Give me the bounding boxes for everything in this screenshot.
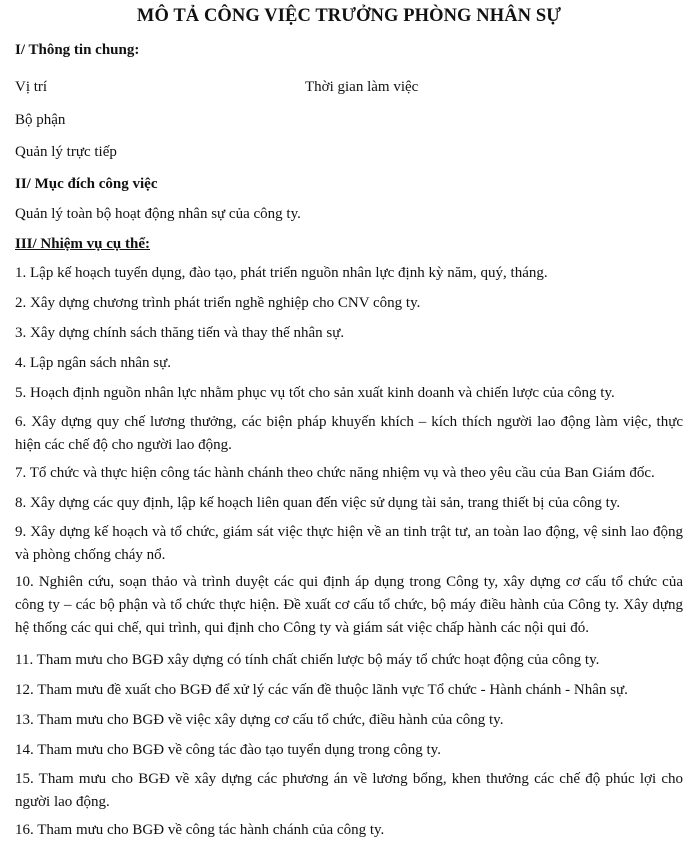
task-item: 15. Tham mưu cho BGĐ về xây dựng các phương án về lương bổng, khen thưởng các chế độ phúc lợi cho người lao động. (15, 771, 683, 810)
section-2-text: Quản lý toàn bộ hoạt động nhân sự của công ty. (15, 206, 301, 222)
task-item: 2. Xây dựng chương trình phát triển nghề nghiệp cho CNV công ty. (15, 295, 421, 311)
field-working-time-label: Thời gian làm việc (305, 79, 419, 95)
task-item: 13. Tham mưu cho BGĐ về việc xây dựng cơ cấu tổ chức, điều hành của công ty. (15, 712, 504, 728)
task-item: 6. Xây dựng quy chế lương thưởng, các biện pháp khuyến khích – kích thích người lao động làm việc, thực hiện các chế độ cho người lao động. (15, 414, 683, 453)
section-2-heading: II/ Mục đích công việc (15, 176, 158, 192)
task-item: 7. Tổ chức và thực hiện công tác hành chánh theo chức năng nhiệm vụ và theo yêu cầu của Ban Giám đốc. (15, 465, 655, 481)
task-item: 14. Tham mưu cho BGĐ về công tác đào tạo tuyển dụng trong công ty. (15, 742, 441, 758)
task-item: 8. Xây dựng các quy định, lập kế hoạch liên quan đến việc sử dụng tài sản, trang thiết bị của công ty. (15, 495, 621, 511)
document-title: MÔ TẢ CÔNG VIỆC TRƯỞNG PHÒNG NHÂN SỰ (136, 6, 562, 26)
task-item: 1. Lập kế hoạch tuyển dụng, đào tạo, phát triển nguồn nhân lực định kỳ năm, quý, tháng. (15, 265, 548, 281)
field-department-label: Bộ phận (15, 112, 66, 128)
task-item: 9. Xây dựng kế hoạch và tổ chức, giám sát việc thực hiện về an tinh trật tư, an toàn lao động, vệ sinh lao động và phòng chống cháy nổ. (15, 524, 683, 563)
task-item: 4. Lập ngân sách nhân sự. (15, 355, 172, 371)
task-item: 10. Nghiên cứu, soạn thảo và trình duyệt các qui định áp dụng trong Công ty, xây dựng cơ cấu tổ chức của công ty – các bộ phận và tổ chức thực hiện. Đề xuất cơ cấu tổ chức, bộ máy điều hành của Công ty. Xây dựng hệ thống các qui chế, qui trình, qui định cho Công ty và giám sát việc chấp hành các nội qui đó. (15, 574, 683, 636)
section-3-heading: III/ Nhiệm vụ cụ thể: (15, 236, 151, 252)
field-position-label: Vị trí (15, 79, 48, 95)
field-direct-manager-label: Quản lý trực tiếp (15, 144, 117, 160)
section-1-heading: I/ Thông tin chung: (15, 42, 140, 58)
task-item: 12. Tham mưu đề xuất cho BGĐ để xử lý các vấn đề thuộc lãnh vực Tổ chức - Hành chánh - Nhân sự. (15, 682, 628, 698)
task-item: 5. Hoạch định nguồn nhân lực nhằm phục vụ tốt cho sản xuất kinh doanh và chiến lược của công ty. (15, 385, 615, 401)
task-item: 11. Tham mưu cho BGĐ xây dựng có tính chất chiến lược bộ máy tổ chức hoạt động của công ty. (15, 652, 600, 668)
task-item: 3. Xây dựng chính sách thăng tiến và thay thế nhân sự. (15, 325, 345, 341)
task-item: 16. Tham mưu cho BGĐ về công tác hành chánh của công ty. (15, 822, 385, 838)
